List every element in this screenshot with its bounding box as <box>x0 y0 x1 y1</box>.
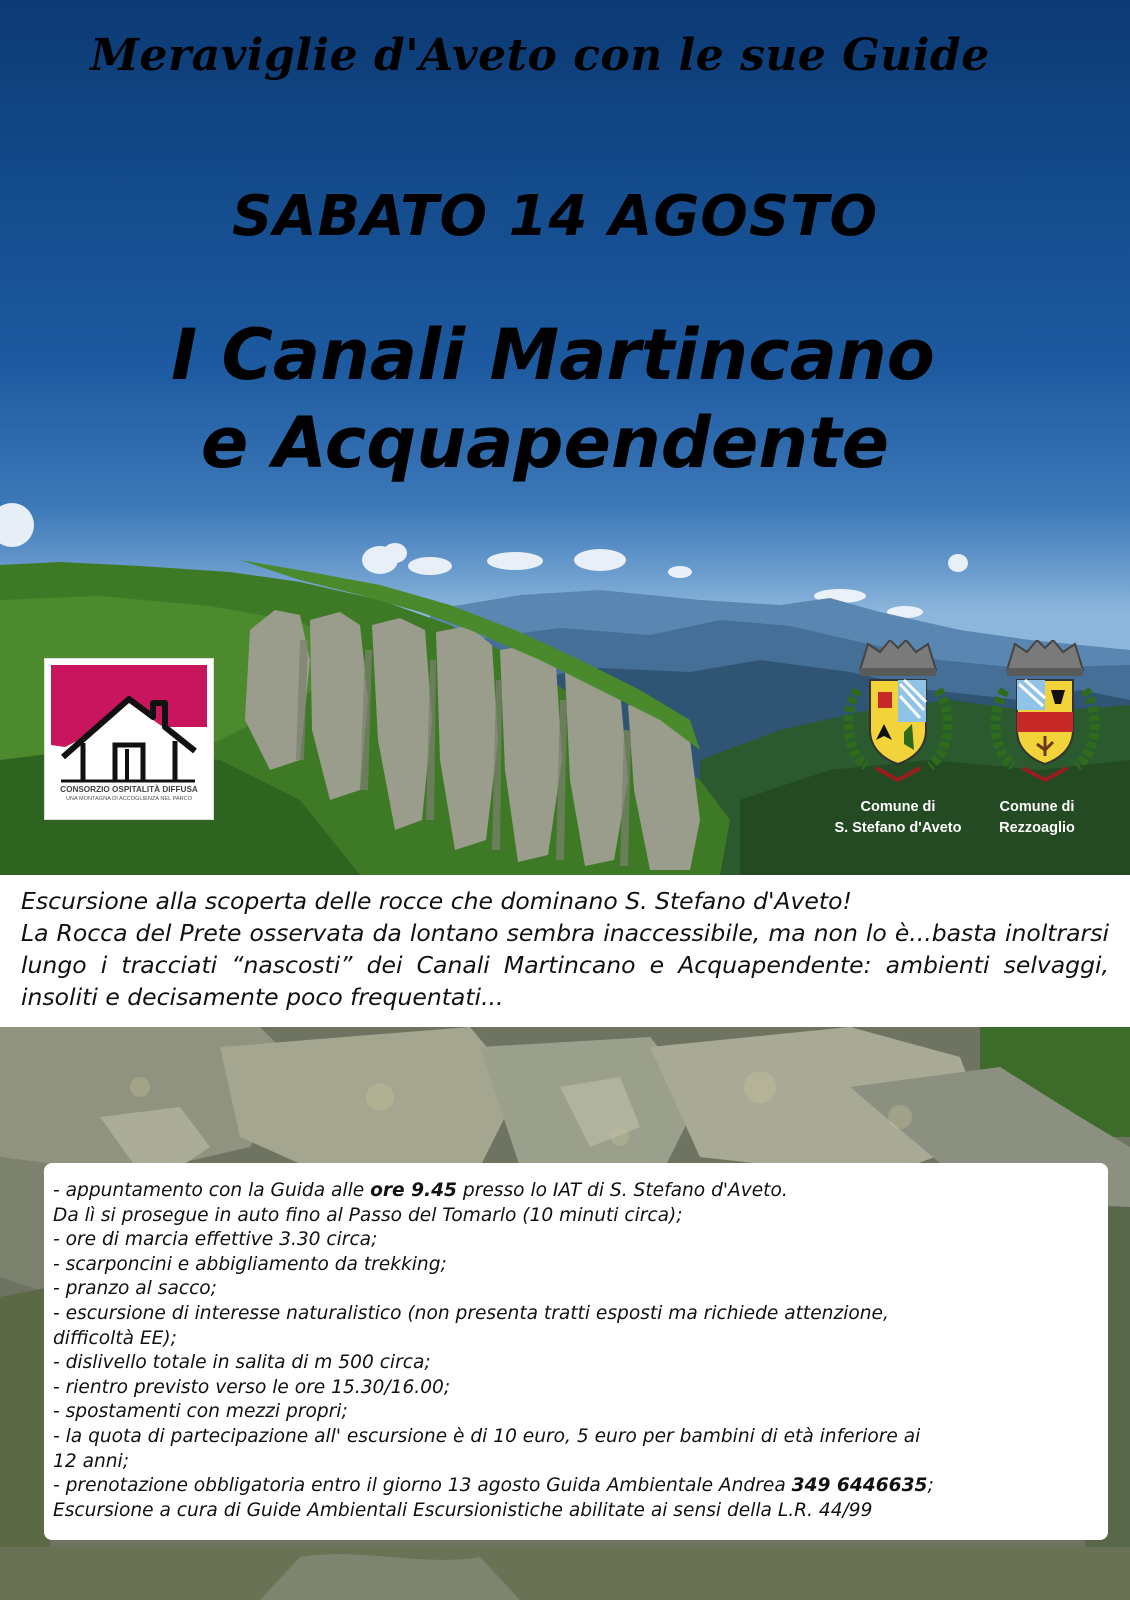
municipality-2-label-line-2: Rezzoaglio <box>999 820 1075 836</box>
detail-price-cont: 12 anni; <box>53 1450 129 1472</box>
intro-paragraph: La Rocca del Prete osservata da lontano sembra inaccessibile, ma non lo è...basta inoltrarsi lungo i tracciati “nascosti” dei Canali Martincano e Acquapendente: ambienti selvaggi, insoliti e decisamente poco frequentati... <box>21 919 1109 1011</box>
detail-equipment: - scarponcini e abbigliamento da trekking; <box>53 1253 447 1275</box>
detail-meeting-time: - appuntamento con la Guida alle ore 9.45 presso lo IAT di S. Stefano d'Aveto. <box>53 1180 788 1201</box>
event-title-line-1: I Canali Martincano <box>171 314 935 396</box>
coat-of-arms-icon <box>985 640 1105 790</box>
detail-elevation: - dislivello totale in salita di m 500 circa; <box>53 1352 431 1374</box>
municipality-1-label-line-2: S. Stefano d'Aveto <box>834 820 962 836</box>
consortium-tagline: UNA MONTAGNA DI ACCOGLIENZA NEL PARCO <box>65 796 193 802</box>
intro-band <box>0 875 1130 1027</box>
intro-text <box>21 885 1109 1013</box>
municipality-2-label-line-1: Comune di <box>999 799 1075 815</box>
event-details-card <box>44 1163 1108 1540</box>
series-title: Meraviglie d'Aveto con le sue Guide <box>90 30 990 81</box>
municipality-crest-rezzoaglio <box>970 640 1120 840</box>
detail-transport: - spostamenti con mezzi propri; <box>53 1401 348 1423</box>
consortium-logo <box>44 658 214 820</box>
detail-booking: - prenotazione obbligatoria entro il giorno 13 agosto Guida Ambientale Andrea 349 6446635; <box>53 1475 934 1497</box>
intro-lead-sentence: Escursione alla scoperta delle rocce che dominano S. Stefano d'Aveto! <box>21 887 852 915</box>
event-details-list <box>44 1163 1108 1523</box>
detail-difficulty: - escursione di interesse naturalistico (non presenta tratti esposti ma richiede attenzione, <box>53 1302 889 1324</box>
house-logo-icon <box>45 659 213 785</box>
event-date: SABATO 14 AGOSTO <box>231 184 879 249</box>
detail-organizer: Escursione a cura di Guide Ambientali Escursionistiche abilitate ai sensi della L.R. 44/99 <box>53 1499 873 1521</box>
meeting-time-highlight: ore 9.45 <box>370 1180 457 1201</box>
consortium-name: CONSORZIO OSPITALITÀ DIFFUSA <box>60 785 198 794</box>
event-title-line-2: e Acquapendente <box>200 402 890 484</box>
municipality-1-label-line-1: Comune di <box>860 799 936 815</box>
detail-walking-time: - ore di marcia effettive 3.30 circa; <box>53 1229 378 1251</box>
coat-of-arms-icon <box>838 640 958 790</box>
detail-lunch: - pranzo al sacco; <box>53 1278 217 1300</box>
detail-difficulty-cont: difficoltà EE); <box>53 1327 177 1349</box>
detail-price: - la quota di partecipazione all' escursione è di 10 euro, 5 euro per bambini di età inferiore ai <box>53 1425 921 1447</box>
detail-return-time: - rientro previsto verso le ore 15.30/16.00; <box>53 1376 451 1398</box>
detail-transfer: Da lì si prosegue in auto fino al Passo del Tomarlo (10 minuti circa); <box>53 1204 683 1226</box>
municipality-crest-santo-stefano <box>823 640 973 840</box>
booking-phone: 349 6446635 <box>791 1475 928 1497</box>
